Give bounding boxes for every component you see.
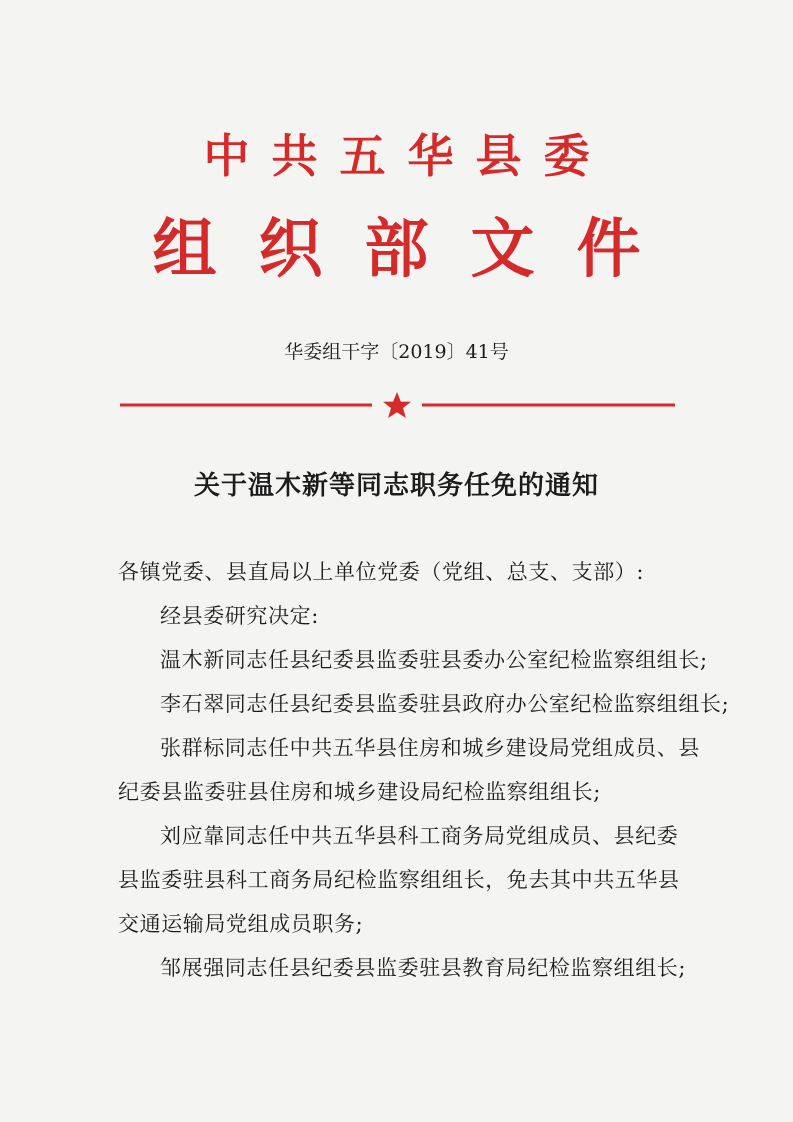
red-divider <box>120 392 675 418</box>
salutation: 各镇党委、县直局以上单位党委（党组、总支、支部）: <box>118 560 645 584</box>
body-line: 李石翠同志任县纪委县监委驻县政府办公室纪检监察组组长; <box>160 692 730 716</box>
body-line: 张群标同志任中共五华县住房和城乡建设局党组成员、县 <box>160 736 700 760</box>
body-line: 邹展强同志任县纪委县监委驻县教育局纪检监察组组长; <box>160 956 687 980</box>
document-number: 华委组干字〔2019〕41号 <box>284 341 509 363</box>
issuer-line: 中共五华县委 <box>203 129 612 183</box>
body-line: 温木新同志任县纪委县监委驻县委办公室纪检监察组组长; <box>160 648 708 672</box>
body-line: 刘应靠同志任中共五华县科工商务局党组成员、县纪委 <box>160 824 679 848</box>
body-line: 经县委研究决定: <box>160 604 319 628</box>
body-line: 县监委驻县科工商务局纪检监察组组长，免去其中共五华县 <box>118 868 680 892</box>
body-line: 交通运输局党组成员职务; <box>118 912 364 936</box>
star-icon <box>383 392 411 418</box>
document-type-heading: 组织部文件 <box>152 212 683 287</box>
body-line: 纪委县监委驻县住房和城乡建设局纪检监察组组长; <box>118 780 601 804</box>
notice-title: 关于温木新等同志职务任免的通知 <box>193 471 599 501</box>
